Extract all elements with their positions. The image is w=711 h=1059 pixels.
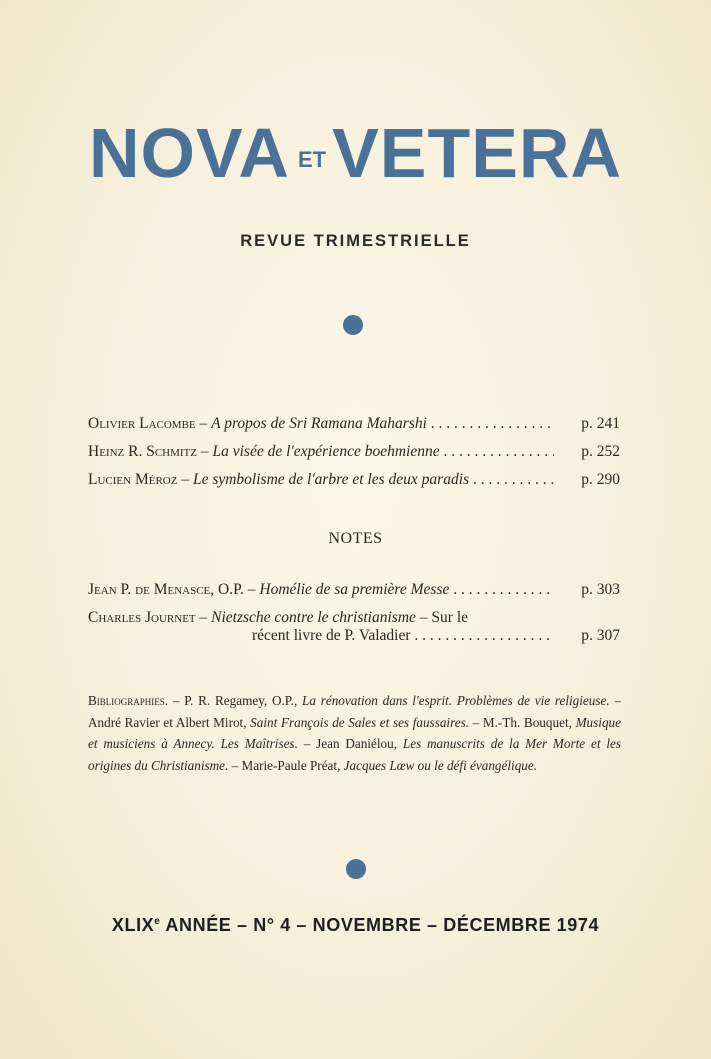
toc-page: p. 307: [581, 627, 620, 644]
toc-author: Lucien Méroz: [88, 471, 178, 488]
toc-continuation: récent livre de P. Valadier: [252, 627, 411, 644]
bibliographies-paragraph: Bibliographies. – P. R. Regamey, O.P., La rénovation dans l'esprit. Problèmes de vie religieuse. – André Ravier et Albert Mirot, Saint François de Sales et ses faussaires. – M.-Th. Bouquet, Musique et musiciens à Annecy. Les Maîtrises. – Jean Daniélou, Les manuscrits de la Mer Morte et les origines du Christianisme. – Marie-Paule Préat, Jacques Lœw ou le défi évangélique.: [88, 693, 622, 773]
toc-page: p. 303: [581, 581, 620, 598]
toc-entry: Heinz R. Schmitz – La visée de l'expérience boehmienne . . . p. 252: [88, 440, 620, 464]
journal-subtitle: REVUE TRIMESTRIELLE: [240, 232, 471, 250]
toc-title: Le symbolisme de l'arbre et les deux paradis: [192, 471, 470, 488]
toc-title: La visée de l'expérience boehmienne: [212, 443, 440, 460]
title-nova: NOVA: [88, 114, 290, 192]
ornament-dot-top: [343, 315, 363, 335]
notes-entry: Jean P. de Menasce, O.P. – Homélie de sa première Messe . . . p. 303: [88, 578, 620, 602]
issue-line: XLIXe ANNÉE – N° 4 – NOVEMBRE – DÉCEMBRE 1974: [111, 915, 600, 935]
journal-title: [0, 114, 711, 195]
toc-author: Heinz R. Schmitz: [88, 443, 197, 460]
toc-title: Homélie de sa première Messe: [259, 581, 450, 598]
toc-entry: Olivier Lacombe – A propos de Sri Ramana Maharshi . . . p. 241: [88, 412, 620, 436]
toc-page: p. 241: [581, 415, 620, 432]
title-et: ET: [297, 147, 327, 172]
ornament-dot-bottom: [346, 859, 366, 879]
toc-entry: Lucien Méroz – Le symbolisme de l'arbre et les deux paradis . . . p. 290: [88, 468, 620, 492]
toc-author: Jean P. de Menasce, O.P.: [88, 581, 244, 598]
toc-author: Charles Journet: [88, 609, 196, 626]
toc-page: p. 290: [581, 471, 620, 488]
notes-entry: Charles Journet – Nietzsche contre le christianisme – Sur le: [88, 609, 468, 626]
bibliographies-label: Bibliographies.: [88, 693, 169, 708]
toc-title: A propos de Sri Ramana Maharshi: [211, 415, 427, 432]
toc-author: Olivier Lacombe: [88, 415, 196, 432]
toc-title: Nietzsche contre le christianisme: [211, 609, 416, 626]
toc-page: p. 252: [581, 443, 620, 460]
notes-entry-continuation: [88, 624, 620, 648]
title-vetera: VETERA: [332, 114, 623, 192]
notes-heading: NOTES: [328, 530, 383, 547]
